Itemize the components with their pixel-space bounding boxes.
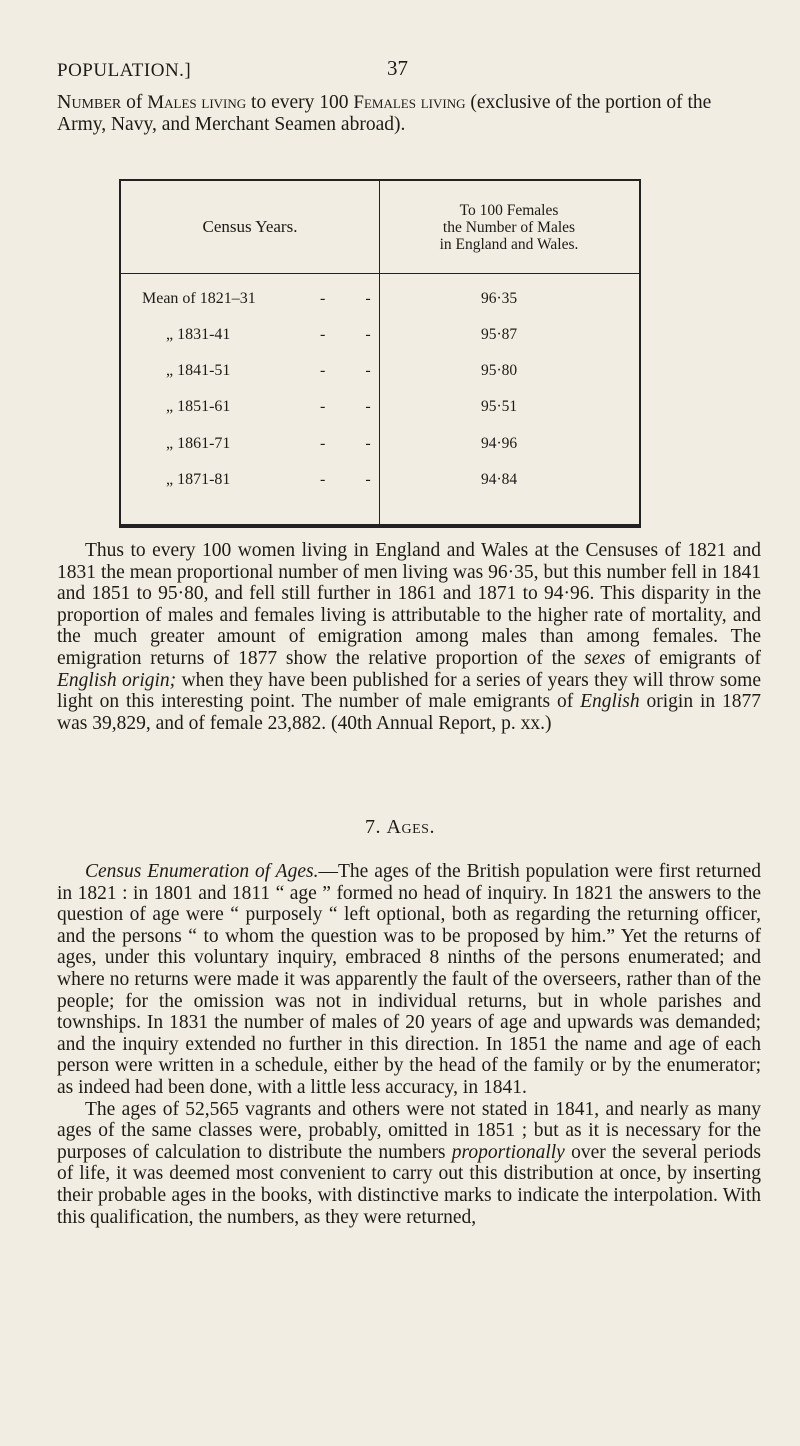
header-right-line2: the Number of Males [442, 218, 576, 236]
table-row [121, 326, 639, 360]
row-leader: - - [320, 435, 389, 452]
page-number: 37 [387, 56, 408, 80]
row-leader: - - [320, 471, 389, 488]
row-leader: - - [320, 398, 389, 415]
row-value: 95·51 [481, 398, 518, 415]
table-row [121, 398, 639, 432]
row-value: 94·96 [481, 435, 518, 452]
paragraph-census-enumeration [57, 861, 761, 1228]
section-heading-ages [0, 816, 800, 839]
row-label: „ 1831-41 [166, 326, 231, 343]
caption-to-every: to every 100 [246, 92, 354, 113]
caption-males-living: Males living [147, 92, 247, 113]
table-row [121, 362, 639, 396]
p1-text-e: when they have been published for a series of years they will throw some light on this interesting point. The number of male emigrants of [57, 669, 761, 713]
row-leader: - - [320, 290, 389, 307]
caption-number: Number [57, 91, 122, 113]
column-header-males-per-100-females [379, 181, 639, 273]
table-caption [57, 91, 757, 136]
section-number: 7. [365, 816, 382, 838]
p3-text-c: over the several periods of life, it was deemed most convenient to carry out this distribution at once, by inserting their probable ages in the books, with distinctive marks to indicate the interpolation. With this qualification, the numbers, as they were returned, [57, 1141, 761, 1228]
row-label: „ 1871-81 [166, 471, 231, 488]
p1-text-c: of emigrants of [625, 647, 761, 669]
table-row [121, 290, 639, 324]
row-value: 94·84 [481, 471, 518, 488]
section-title: Ages. [386, 816, 435, 838]
row-leader: - - [320, 326, 389, 343]
row-value: 95·80 [481, 362, 518, 379]
row-leader: - - [320, 362, 389, 379]
p1-text-g: origin in 1877 was 39,829, and of female 23,882. (40th Annual Report, p. xx.) [57, 691, 762, 734]
header-right-line3: in England and Wales. [439, 235, 579, 253]
p1-sexes: sexes [584, 647, 626, 669]
table-row [121, 471, 639, 505]
caption-females-living: Females living [353, 92, 466, 113]
p2-text: —The ages of the British population were first returned in 1821 : in 1801 and 1811 “ age ” formed no head of inquiry. In 1821 the answers to the question of age were “ purposely “ left optional, both as regarding the returning officer, and the persons “ to whom the question was to be proposed by him.” Yet the returns of ages, under this voluntary inquiry, embraced 8 ninths of the persons enumerated; and where no returns were made it was apparently the fault of the overseers, rather than of the people; for the omission was not in individual returns, but in whole parishes and townships. In 1831 the number of males of 20 years of age and upwards was demanded; and the inquiry extended no further in this direction. In 1851 the name and age of each person were written in a schedule, either by the head of the family or by the enumerator; as indeed had been done, with a little less accuracy, in 1841. [57, 861, 761, 1098]
row-label: Mean of 1821–31 [142, 290, 256, 307]
table-header-rule [121, 273, 639, 274]
caption-rest: (exclusive of the portion of the Army, Navy, and Merchant Seamen abroad). [57, 92, 712, 135]
table-row [121, 435, 639, 469]
p3-text-a: The ages of 52,565 vagrants and others were not stated in 1841, and nearly as many ages of the same classes were, probably, omitted in 1851 ; but as it is necessary for the purposes of calculation to distribute the numbers [57, 1098, 761, 1163]
running-head [57, 56, 720, 86]
caption-of: of [121, 92, 148, 113]
p2-heading: Census Enumeration of Ages. [85, 861, 319, 882]
column-header-census-years: Census Years. [202, 217, 298, 236]
row-label: „ 1851-61 [166, 398, 231, 415]
p1-english: English [580, 691, 640, 713]
males-per-females-table [119, 179, 641, 528]
paragraph-sex-ratio [57, 540, 761, 734]
running-head-section: POPULATION.] [57, 60, 192, 81]
p1-text-a: Thus to every 100 women living in England and Wales at the Censuses of 1821 and 1831 the mean proportional number of men living was 96·35, but this number fell in 1841 and 1851 to 95·80, and fell still further in 1861 and 1871 to 94·96. This disparity in the proportion of males and females living is attributable to the higher rate of mortality, and the much greater amount of emigration among males than among females. The emigration returns of 1877 show the relative proportion of the [57, 540, 761, 669]
p1-english-origin: English origin; [57, 669, 177, 691]
row-value: 96·35 [481, 290, 518, 307]
header-right-line1: To 100 Females [459, 201, 559, 219]
row-label: „ 1841-51 [166, 362, 231, 379]
row-label: „ 1861-71 [166, 435, 231, 452]
row-value: 95·87 [481, 326, 518, 343]
p3-proportionally: proportionally [451, 1141, 565, 1163]
